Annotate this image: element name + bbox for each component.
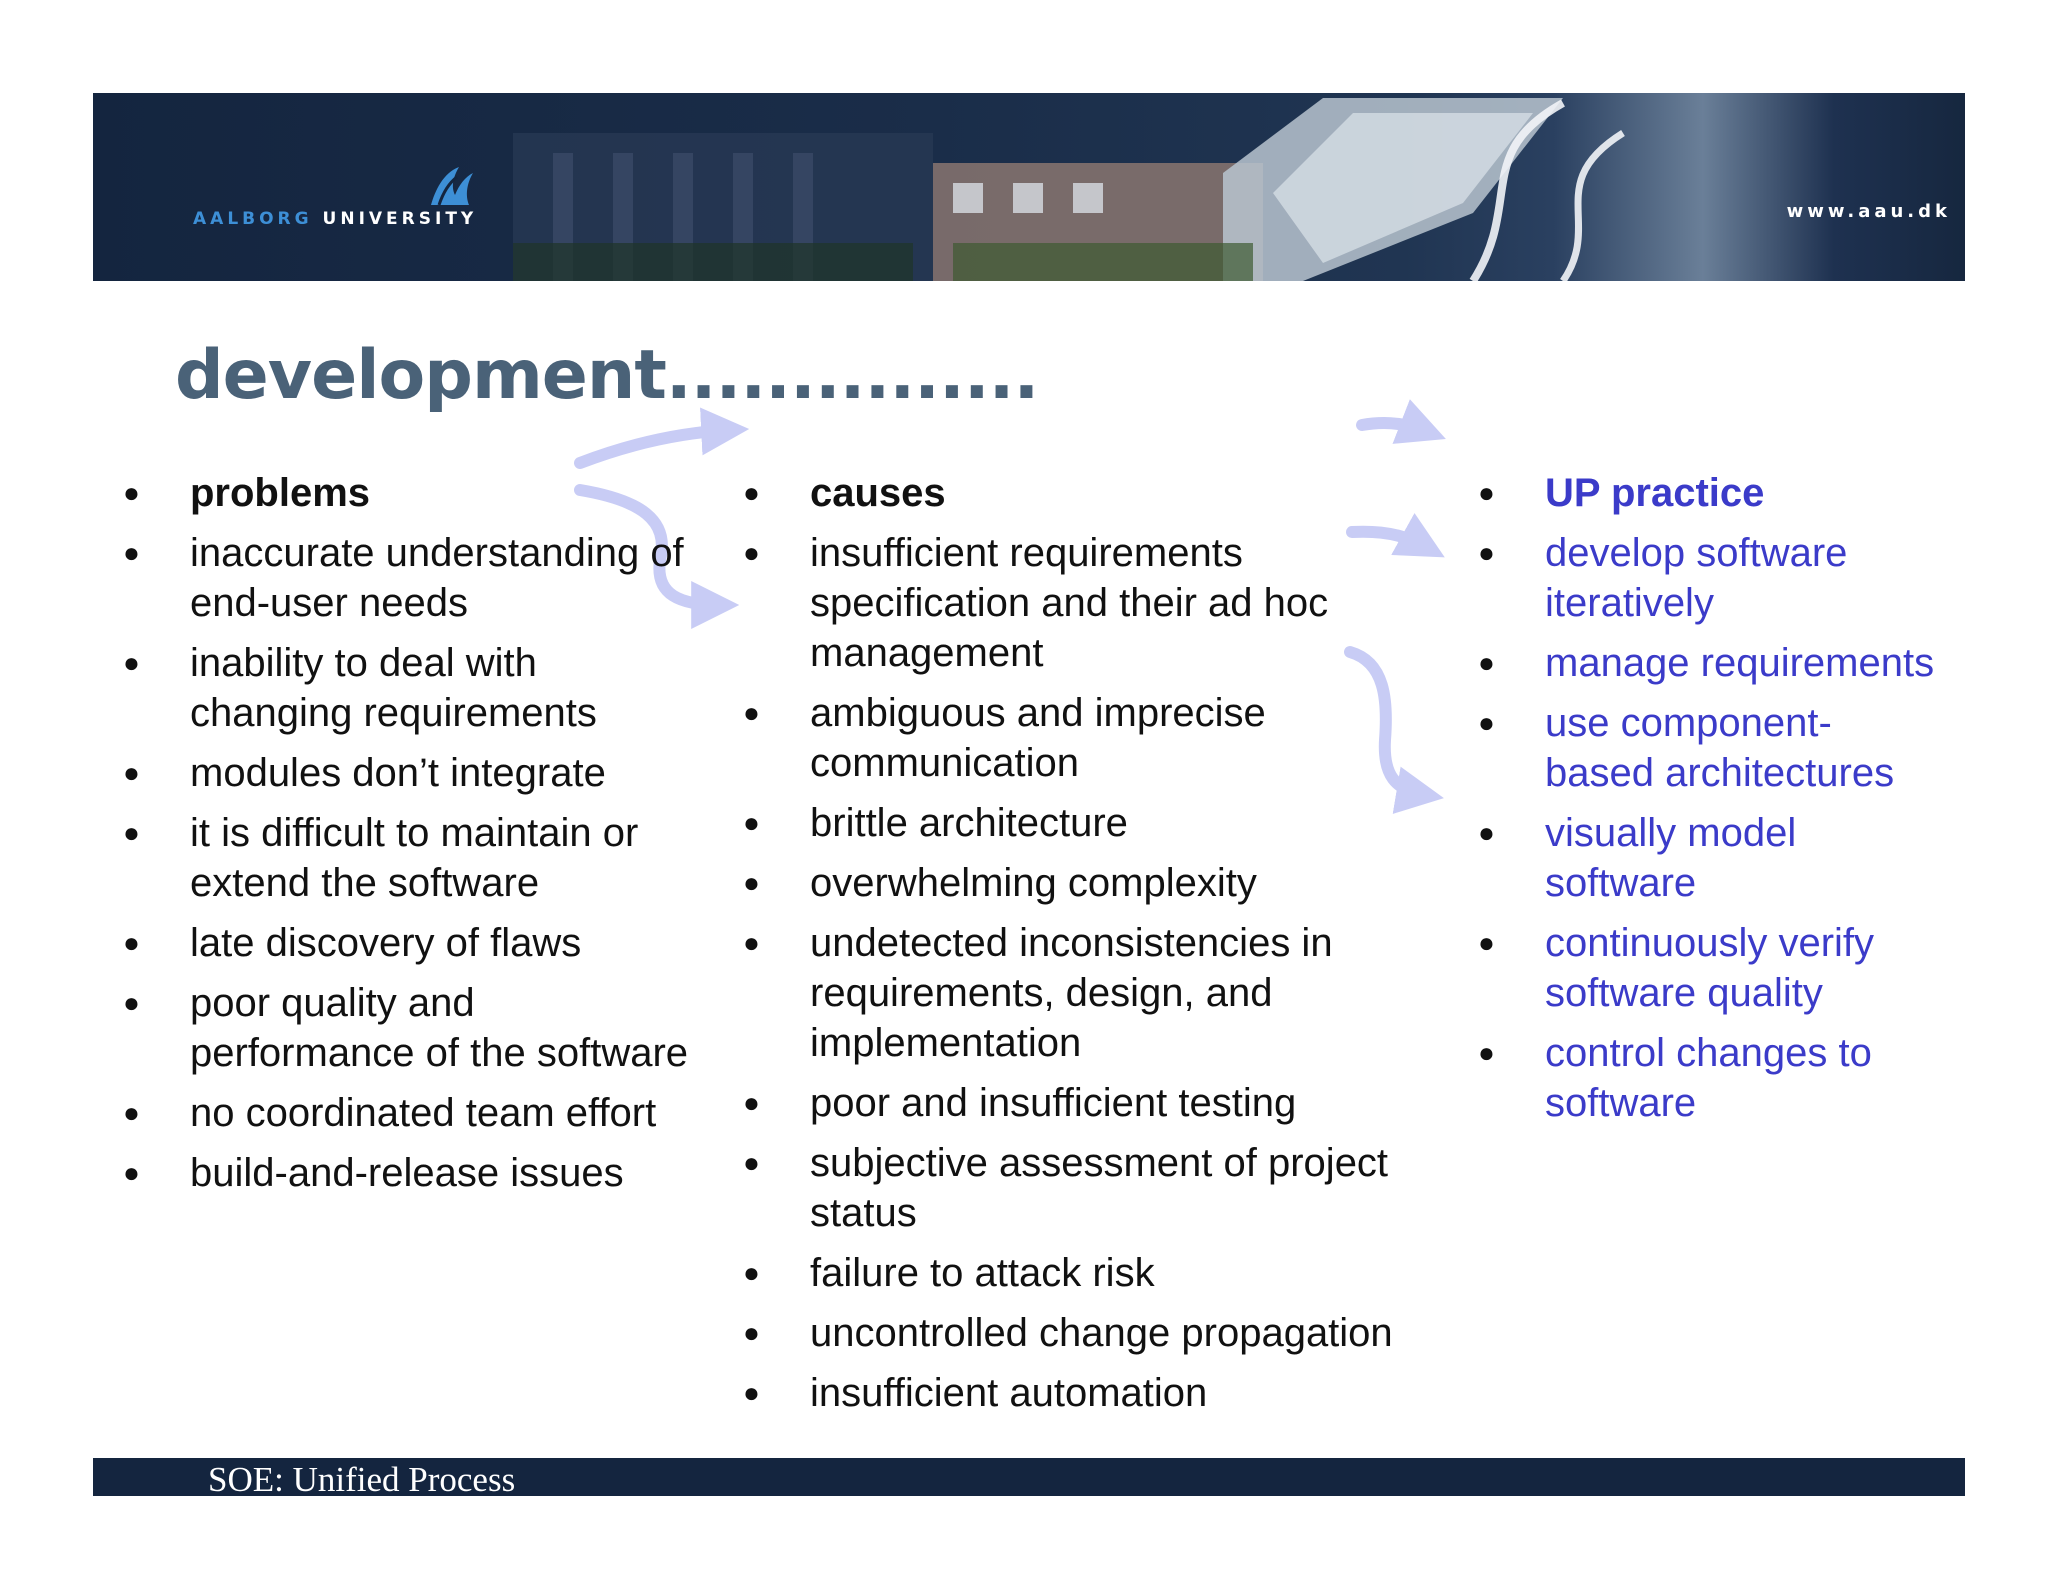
up-practice-text: control changes to software [1545,1031,1872,1125]
problem-text: inability to deal with changing requirements [190,641,597,735]
up-practice-text: visually model software [1545,811,1797,905]
arrow-causes-to-up-top [1362,423,1428,432]
university-name [193,209,477,229]
bullet: ● [123,1157,140,1188]
bullet: ● [743,807,760,838]
footer-text: SOE: Unified Process [208,1460,516,1499]
bullet: ● [1478,477,1495,508]
bullet: ● [743,697,760,728]
problems-heading-item [100,468,700,518]
bullet: ● [123,1097,140,1128]
causes-list [720,468,1440,1428]
website-url: www.aau.dk [1786,201,1951,222]
cause-text: uncontrolled change propagation [810,1311,1393,1355]
bullet: ● [123,647,140,678]
up-practice-text: use component-based architectures [1545,701,1895,795]
bullet: ● [123,987,140,1018]
page-title: development............... [175,336,1039,415]
problem-text: no coordinated team effort [190,1091,657,1135]
list-item [720,798,1440,848]
bullet: ● [123,817,140,848]
problem-text: late discovery of flaws [190,921,582,965]
list-item [100,918,700,968]
bullet: ● [743,1317,760,1348]
logo-word-aalborg: AALBORG [193,209,313,229]
bullet: ● [123,927,140,958]
list-item [720,918,1440,1068]
problem-text: inaccurate understanding of end-user needs [190,531,684,625]
list-item [720,1368,1440,1418]
problems-heading: problems [190,471,371,515]
list-item [1455,918,1935,1018]
list-item [1455,638,1935,688]
bullet: ● [1478,647,1495,678]
causes-heading-item [720,468,1440,518]
cause-text: overwhelming complexity [810,861,1257,905]
causes-heading: causes [810,471,946,515]
list-item [720,528,1440,678]
up-practice-heading-item [1455,468,1935,518]
list-item [1455,698,1935,798]
bullet: ● [1478,817,1495,848]
bullet: ● [743,1147,760,1178]
list-item [1455,528,1935,628]
cause-text: ambiguous and imprecise communication [810,691,1266,785]
cause-text: undetected inconsistencies in requirements, design, and implementation [810,921,1333,1065]
cause-text: poor and insufficient testing [810,1081,1297,1125]
bullet: ● [743,477,760,508]
list-item [100,528,700,628]
cause-text: insufficient requirements specification and their ad hoc management [810,531,1329,675]
up-practice-heading: UP practice [1545,471,1765,515]
problem-text: modules don’t integrate [190,751,606,795]
bullet: ● [743,867,760,898]
list-item [720,858,1440,908]
cause-text: failure to attack risk [810,1251,1155,1295]
list-item [1455,808,1935,908]
university-logo [193,163,477,229]
cause-text: brittle architecture [810,801,1128,845]
bullet: ● [1478,707,1495,738]
list-item [100,808,700,908]
logo-word-university: UNIVERSITY [322,209,478,229]
bullet: ● [123,537,140,568]
bullet: ● [743,1377,760,1408]
list-item [100,1148,700,1198]
bullet: ● [743,537,760,568]
bullet: ● [743,1257,760,1288]
cause-text: subjective assessment of project status [810,1141,1389,1235]
problem-text: it is difficult to maintain or extend the software [190,811,639,905]
bullet: ● [743,1087,760,1118]
problem-text: poor quality and performance of the software [190,981,689,1075]
bullet: ● [1478,537,1495,568]
up-practice-text: continuously verify software quality [1545,921,1875,1015]
list-item [720,688,1440,788]
list-item [100,978,700,1078]
bullet: ● [123,477,140,508]
bullet: ● [743,927,760,958]
list-item [720,1308,1440,1358]
up-practice-list [1455,468,1935,1138]
university-logo-icon [425,163,475,207]
list-item [1455,1028,1935,1128]
header-banner [93,93,1965,281]
list-item [720,1078,1440,1128]
bullet: ● [1478,927,1495,958]
bullet: ● [123,757,140,788]
up-practice-text: develop software iteratively [1545,531,1848,625]
problem-text: build-and-release issues [190,1151,624,1195]
bullet: ● [1478,1037,1495,1068]
up-practice-text: manage requirements [1545,641,1935,685]
list-item [720,1138,1440,1238]
footer-bar [93,1458,1965,1499]
cause-text: insufficient automation [810,1371,1208,1415]
list-item [100,1088,700,1138]
list-item [100,748,700,798]
list-item [720,1248,1440,1298]
list-item [100,638,700,738]
arrow-problems-to-causes-top [580,430,730,463]
problems-list [100,468,700,1208]
